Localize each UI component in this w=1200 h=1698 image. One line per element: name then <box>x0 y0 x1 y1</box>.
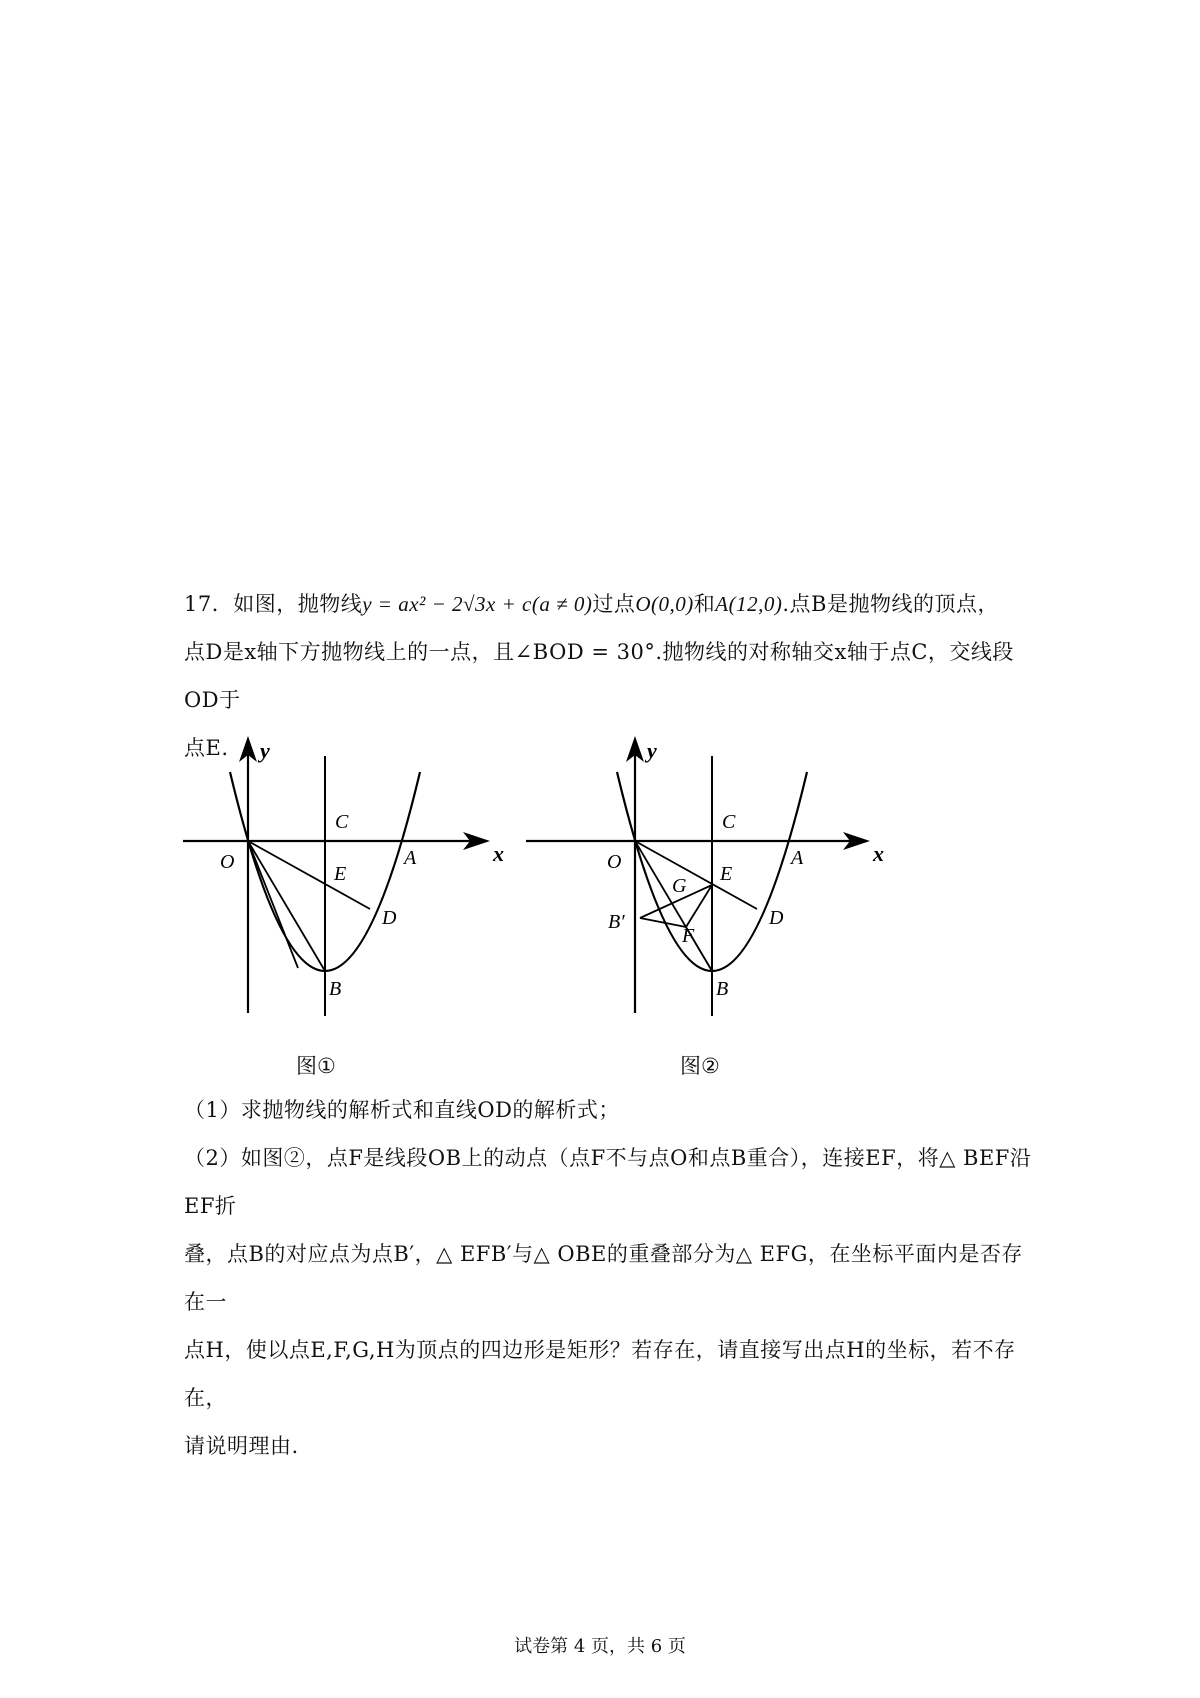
fig1-label-e: E <box>334 863 347 885</box>
fig2-label-x: x <box>873 841 884 866</box>
question-2-line-2: 叠，点B的对应点为点B′，△ EFB′与△ OBE的重叠部分为△ EFG，在坐标平面内是否存在一 <box>184 1242 1023 1314</box>
fig1-label-d: D <box>382 907 397 929</box>
fig2-label-b: B <box>716 978 729 1000</box>
fig2-label-d: D <box>769 907 784 929</box>
point-a: A(12,0) <box>715 592 783 616</box>
problem-line-2: 点D是x轴下方抛物线上的一点，且∠BOD = 30°.抛物线的对称轴交x轴于点C，交线段OD于 <box>184 640 1014 712</box>
figure-2 <box>520 728 900 1028</box>
figure-1-caption: 图① <box>296 1054 336 1078</box>
fig1-label-y: y <box>260 738 270 763</box>
fig1-label-a: A <box>404 847 417 869</box>
question-2-line-3: 点H，使以点E,F,G,H为顶点的四边形是矩形？若存在，请直接写出点H的坐标，若不存在， <box>184 1338 1016 1410</box>
problem-number: 17． <box>184 592 234 616</box>
page-footer: 试卷第 4 页，共 6 页 <box>514 1636 686 1657</box>
fig2-label-o: O <box>607 851 622 873</box>
fig1-label-c: C <box>335 811 349 833</box>
figure-2-caption: 图② <box>680 1054 720 1078</box>
question-2-line-1: （2）如图②，点F是线段OB上的动点（点F不与点O和点B重合），连接EF，将△ BEF沿EF折 <box>184 1146 1032 1218</box>
parabola-equation: y = ax² − 2√3x + c(a ≠ 0) <box>362 592 593 616</box>
sub-questions <box>184 1086 1044 1470</box>
fig2-label-y: y <box>647 738 657 763</box>
problem-line-3: 点E. <box>184 736 229 760</box>
fig2-label-g: G <box>672 875 687 897</box>
point-o: O(0,0) <box>635 592 694 616</box>
fig2-label-b-prime: B′ <box>608 911 625 933</box>
question-2-line-4: 请说明理由. <box>184 1434 299 1458</box>
question-1: （1）求抛物线的解析式和直线OD的解析式； <box>184 1098 620 1122</box>
fig1-label-o: O <box>220 851 235 873</box>
problem-line-1: 17．如图，抛物线y = ax² − 2√3x + c(a ≠ 0)过点O(0,0)和A(12,0).点B是抛物线的顶点， <box>184 592 999 616</box>
fig2-label-f: F <box>682 925 695 947</box>
fig1-label-x: x <box>493 841 504 866</box>
fig1-label-b: B <box>329 978 342 1000</box>
fig2-label-c: C <box>722 811 736 833</box>
figure-1 <box>180 728 520 1028</box>
fig2-label-a: A <box>791 847 804 869</box>
fig2-label-e: E <box>720 863 733 885</box>
